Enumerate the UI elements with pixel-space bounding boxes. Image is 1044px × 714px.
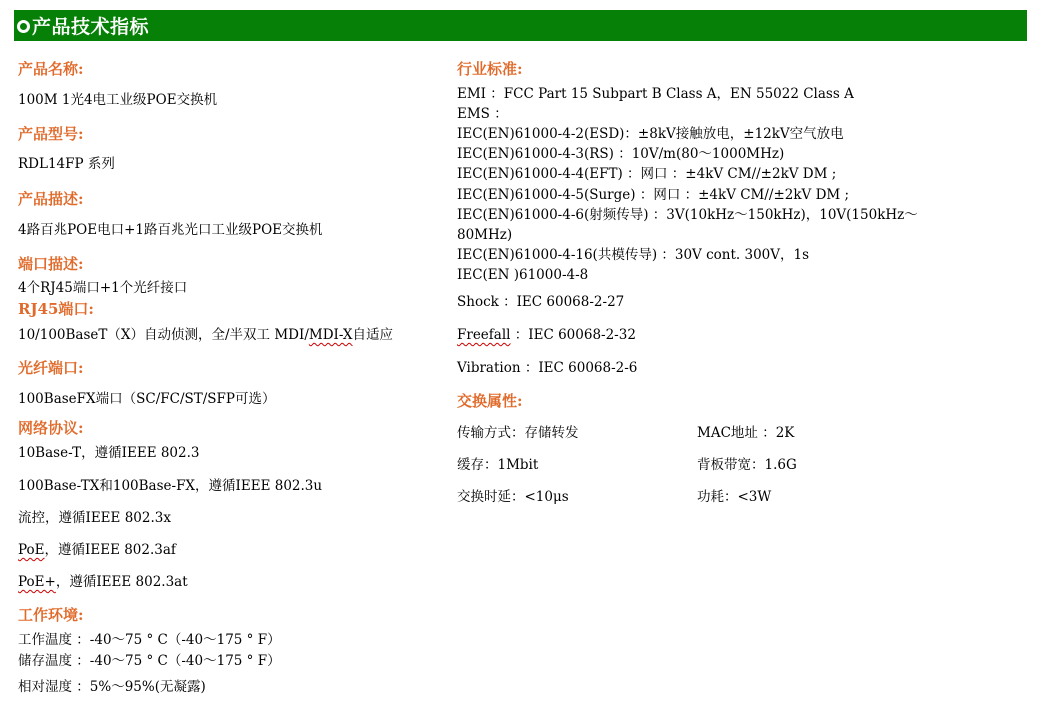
product-name-value: 100M 1光4电工业级POE交换机 [18,92,218,108]
freefall-term: Freefall [457,327,511,343]
rj45-heading: RJ45端口: [18,300,94,318]
protocol-heading: 网络协议: [18,419,84,437]
buffer: 缓存：1Mbit [457,457,539,473]
storage-temp: 储存温度 ：-40～75 ° C（-40～175 ° F） [18,653,281,669]
mac-address: MAC地址 ：2K [697,425,795,441]
operating-temp: 工作温度 ：-40～75 ° C（-40～175 ° F） [18,632,281,648]
product-desc-heading: 产品描述: [18,190,84,208]
environment-heading: 工作环境: [18,606,84,624]
section-banner [14,10,1027,41]
shock-standard: Shock ：IEC 60068-2-27 [457,294,625,310]
protocol-item: 流控，遵循IEEE 802.3x [18,510,171,526]
protocol-item: 100Base-TX和100Base-FX，遵循IEEE 802.3u [18,478,323,494]
standard-line: IEC(EN )61000-4-8 [457,267,589,283]
standard-line: IEC(EN)61000-4-5(Surge) ：网口 ：±4kV CM//±2kV DM ; [457,187,850,203]
port-desc-heading: 端口描述: [18,255,84,273]
switch-latency: 交换时延：<10μs [457,489,569,505]
protocol-item [18,541,176,559]
freefall-value: ：IEC 60068-2-32 [510,327,636,343]
standard-line: 80MHz) [457,227,513,243]
standard-line: IEC(EN)61000-4-3(RS) ：10V/m(80～1000MHz) [457,146,785,162]
vibration-standard: Vibration ：IEC 60068-2-6 [457,360,638,376]
rj45-value-auto: 自适应 [352,327,394,343]
standard-line: IEC(EN)61000-4-6(射频传导) ：3V(10kHz～150kHz)，10V(150kHz～ [457,207,918,223]
port-desc-value: 4个RJ45端口+1个光纤接口 [18,280,188,296]
rj45-value [18,326,393,344]
rj45-value-mdix: MDI-X [308,327,353,343]
product-model-value: RDL14FP 系列 [18,156,115,172]
standards-heading: 行业标准: [457,60,523,78]
poe-standard: ，遵循IEEE 802.3af [44,542,176,558]
standard-line: EMS ： [457,106,508,122]
product-desc-value: 4路百兆POE电口+1路百兆光口工业级POE交换机 [18,222,323,238]
poe-term: PoE [18,542,45,558]
relative-humidity: 相对湿度 ：5%～95%(无凝露) [18,679,206,695]
standard-line: IEC(EN)61000-4-2(ESD)：±8kV接触放电，±12kV空气放电 [457,126,844,142]
fiber-heading: 光纤端口: [18,359,84,377]
rj45-value-part: 10/100BaseT（X）自动侦测，全/半双工 MDI/ [18,327,309,343]
standard-line: IEC(EN)61000-4-16(共模传导) ：30V cont. 300V，1s [457,247,810,263]
circle-bullet-icon [17,20,30,33]
poe-plus-standard: ，遵循IEEE 802.3at [55,574,188,590]
standard-line: IEC(EN)61000-4-4(EFT) ：网口 ：±4kV CM//±2kV DM ; [457,166,837,182]
banner-title: 产品技术指标 [32,16,150,38]
protocol-item [18,573,188,591]
poe-plus-term: PoE+ [18,574,56,590]
protocol-item: 10Base-T，遵循IEEE 802.3 [18,445,200,461]
product-model-heading: 产品型号: [18,125,84,143]
standard-line: EMI ：FCC Part 15 Subpart B Class A，EN 55022 Class A [457,86,854,102]
switching-heading: 交换属性: [457,392,523,410]
power-consumption: 功耗：<3W [697,489,772,505]
backplane-bandwidth: 背板带宽：1.6G [697,457,797,473]
freefall-standard [457,326,636,344]
transfer-mode: 传输方式：存储转发 [457,425,579,441]
fiber-value: 100BaseFX端口（SC/FC/ST/SFP可选） [18,391,276,407]
product-name-heading: 产品名称: [18,60,84,78]
